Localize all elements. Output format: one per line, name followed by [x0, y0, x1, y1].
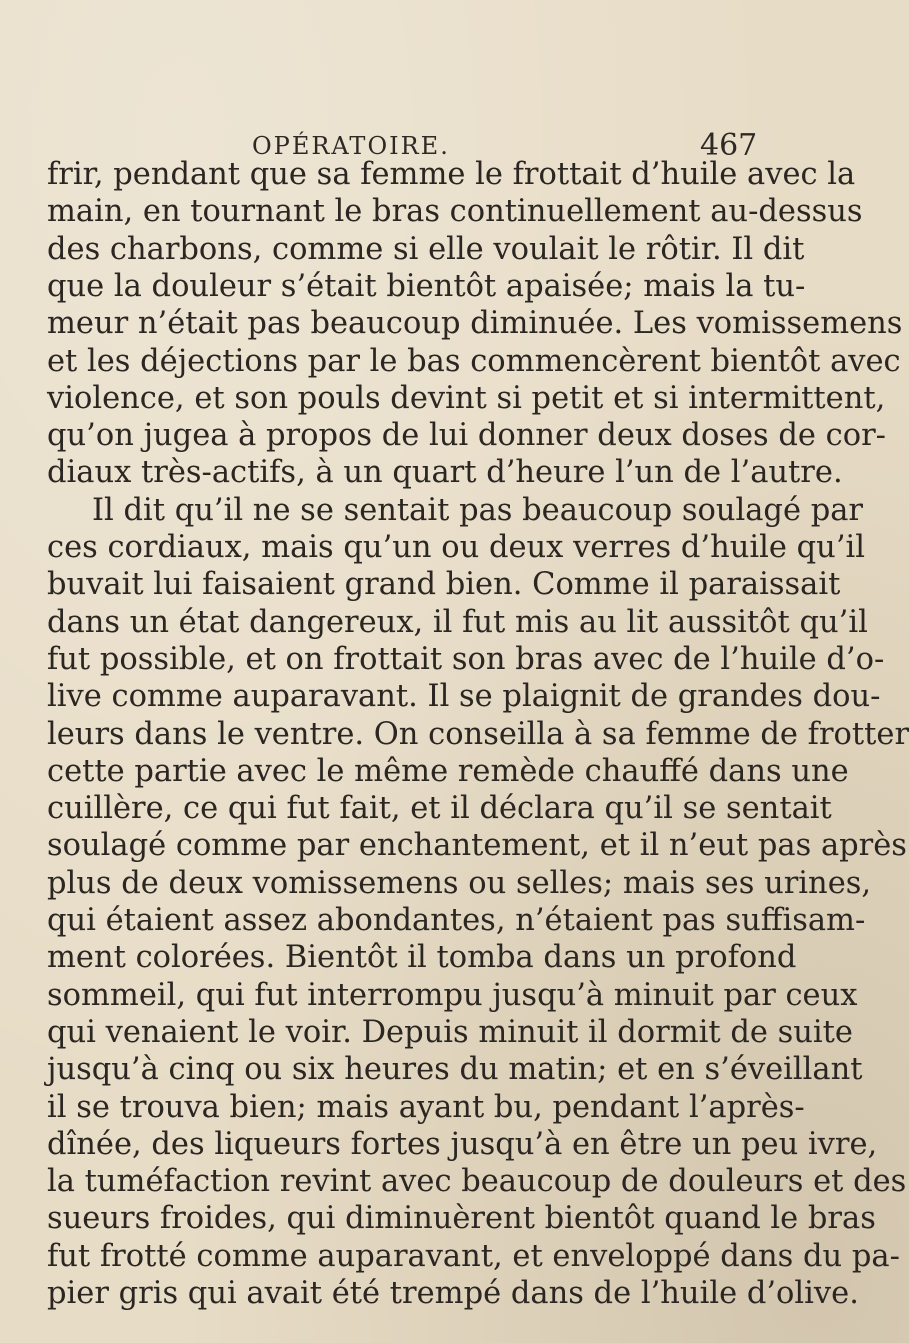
- text-line: fut frotté comme auparavant, et enveloppé dans du pa-: [47, 1238, 900, 1274]
- text-line: sueurs froides, qui diminuèrent bientôt quand le bras: [47, 1201, 876, 1237]
- text-line: Il dit qu’il ne se sentait pas beaucoup soulagé par: [92, 492, 863, 528]
- text-line: meur n’était pas beaucoup diminuée. Les vomissemens: [47, 306, 903, 342]
- text-line: diaux très-actifs, à un quart d’heure l’un de l’autre.: [47, 455, 843, 491]
- text-line: et les déjections par le bas commencèrent bientôt avec: [47, 343, 901, 379]
- text-line: violence, et son pouls devint si petit et si intermittent,: [47, 380, 886, 416]
- text-line: la tuméfaction revint avec beaucoup de douleurs et des: [47, 1164, 907, 1200]
- text-line: live comme auparavant. Il se plaignit de grandes dou-: [47, 679, 881, 715]
- text-line: main, en tournant le bras continuellement au-dessus: [47, 194, 863, 230]
- running-head-title: OPÉRATOIRE.: [252, 132, 450, 160]
- text-line: que la douleur s’était bientôt apaisée; mais la tu-: [47, 268, 806, 304]
- text-line: qui étaient assez abondantes, n’étaient pas suffisam-: [47, 903, 866, 938]
- text-line: ment colorées. Bientôt il tomba dans un profond: [47, 940, 797, 976]
- text-line: dans un état dangereux, il fut mis au lit aussitôt qu’il: [47, 604, 868, 640]
- text-line: il se trouva bien; mais ayant bu, pendant l’après-: [47, 1089, 805, 1125]
- text-line: frir, pendant que sa femme le frottait d’huile avec la: [47, 157, 856, 192]
- text-line: leurs dans le ventre. On conseilla à sa femme de frotter: [47, 716, 909, 752]
- text-line: plus de deux vomissemens ou selles; mais ses urines,: [47, 865, 872, 901]
- text-line: cuillère, ce qui fut fait, et il déclara qu’il se sentait: [47, 791, 832, 827]
- text-line: sommeil, qui fut interrompu jusqu’à minuit par ceux: [47, 977, 858, 1013]
- text-line: qui venaient le voir. Depuis minuit il dormit de suite: [47, 1014, 853, 1050]
- page-number: 467: [700, 128, 758, 163]
- text-line: jusqu’à cinq ou six heures du matin; et en s’éveillant: [47, 1052, 863, 1088]
- text-line: cette partie avec le même remède chauffé dans une: [47, 753, 849, 789]
- text-line: soulagé comme par enchantement, et il n’eut pas après: [47, 828, 907, 864]
- text-line: fut possible, et on frottait son bras avec de l’huile d’o-: [47, 641, 885, 677]
- text-line: buvait lui faisaient grand bien. Comme il paraissait: [47, 567, 841, 603]
- text-line: pier gris qui avait été trempé dans de l’huile d’olive.: [47, 1276, 859, 1311]
- text-line: des charbons, comme si elle voulait le rôtir. Il dit: [47, 231, 805, 267]
- text-line: ces cordiaux, mais qu’un ou deux verres d’huile qu’il: [47, 530, 866, 565]
- text-line: dînée, des liqueurs fortes jusqu’à en être un peu ivre,: [47, 1126, 878, 1162]
- text-line: qu’on jugea à propos de lui donner deux doses de cor-: [47, 418, 886, 454]
